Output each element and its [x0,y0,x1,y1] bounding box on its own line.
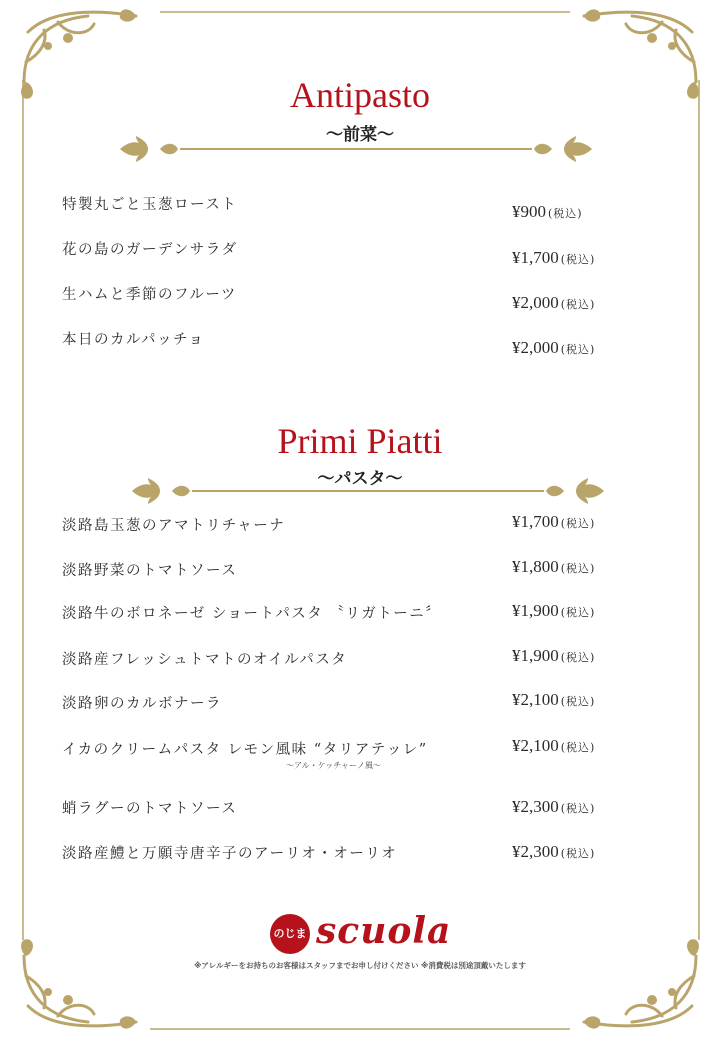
frame-right-line [698,80,700,940]
primi-item-name: イカのクリームパスタ レモン風味 “タリアテッレ” [62,742,428,758]
tax-label: (税込) [560,695,596,708]
price-value: ¥1,700 [512,248,559,267]
primi-item-name: 淡路牛のボロネーゼ ショートパスタ 〝リガトーニ〞 [62,606,442,622]
tax-label: (税込) [560,606,596,619]
antipasto-item-name: 本日のカルパッチョ [62,332,205,348]
primi-item-price [512,646,595,666]
price-value: ¥2,100 [512,690,559,709]
logo-mark: のじま [270,914,310,954]
tax-label: (税込) [560,253,596,266]
antipasto-subtitle: 〜前菜〜 [326,125,394,145]
antipasto-item-price [512,202,583,222]
logo-text: scuola [316,910,452,952]
tax-label: (税込) [560,651,596,664]
primi-item-name: 淡路島玉葱のアマトリチャーナ [62,518,286,534]
price-value: ¥900 [512,202,546,221]
antipasto-item-name: 花の島のガーデンサラダ [62,242,238,258]
price-value: ¥1,800 [512,557,559,576]
antipasto-item-price [512,293,595,313]
tax-label: (税込) [560,562,596,575]
frame-top-line [160,11,570,13]
brand-logo [270,912,470,958]
corner-ornament-bottom-left [18,926,168,1036]
tax-label: (税込) [560,343,596,356]
primi-item-name: 淡路卵のカルボナーラ [62,696,222,712]
antipasto-item-price [512,338,595,358]
price-value: ¥2,100 [512,736,559,755]
primi-item-price [512,736,595,756]
price-value: ¥2,300 [512,842,559,861]
price-value: ¥1,700 [512,512,559,531]
primi-item-name: 淡路産フレッシュトマトのオイルパスタ [62,652,348,668]
price-value: ¥2,300 [512,797,559,816]
primi-item-name: 蛸ラグーのトマトソース [62,801,238,817]
price-value: ¥1,900 [512,601,559,620]
primi-item-name: 淡路産鱧と万願寺唐辛子のアーリオ・オーリオ [62,846,398,862]
tax-label: (税込) [560,298,596,311]
primi-item-price [512,557,595,577]
primi-title: Primi Piatti [277,421,443,461]
price-value: ¥2,000 [512,293,559,312]
frame-bottom-line [150,1028,570,1030]
primi-divider-ornament [130,472,606,510]
tax-label: (税込) [560,802,596,815]
frame-left-line [22,80,24,940]
primi-item-price [512,842,595,862]
antipasto-item-name: 生ハムと季節のフルーツ [62,287,237,303]
primi-item-price [512,797,595,817]
price-value: ¥2,000 [512,338,559,357]
primi-item-price [512,601,595,621]
primi-subtitle: 〜パスタ〜 [317,469,403,489]
tax-label: (税込) [548,207,583,220]
primi-item-price [512,512,595,532]
tax-label: (税込) [560,517,596,530]
primi-item-name: 淡路野菜のトマトソース [62,563,238,579]
antipasto-divider-ornament [118,130,594,168]
antipasto-item-name: 特製丸ごと玉葱ロースト [62,197,238,213]
primi-item-note: 〜アル・ケッチャーノ風〜 [286,761,381,770]
primi-item-price [512,690,595,710]
price-value: ¥1,900 [512,646,559,665]
tax-label: (税込) [560,741,596,754]
footer-note: ※アレルギーをお持ちのお客様はスタッフまでお申し付けください ※消費税は別途頂戴いたします [194,961,526,970]
antipasto-title: Antipasto [290,75,430,115]
tax-label: (税込) [560,847,596,860]
antipasto-item-price [512,248,595,268]
corner-ornament-bottom-right [552,926,702,1036]
